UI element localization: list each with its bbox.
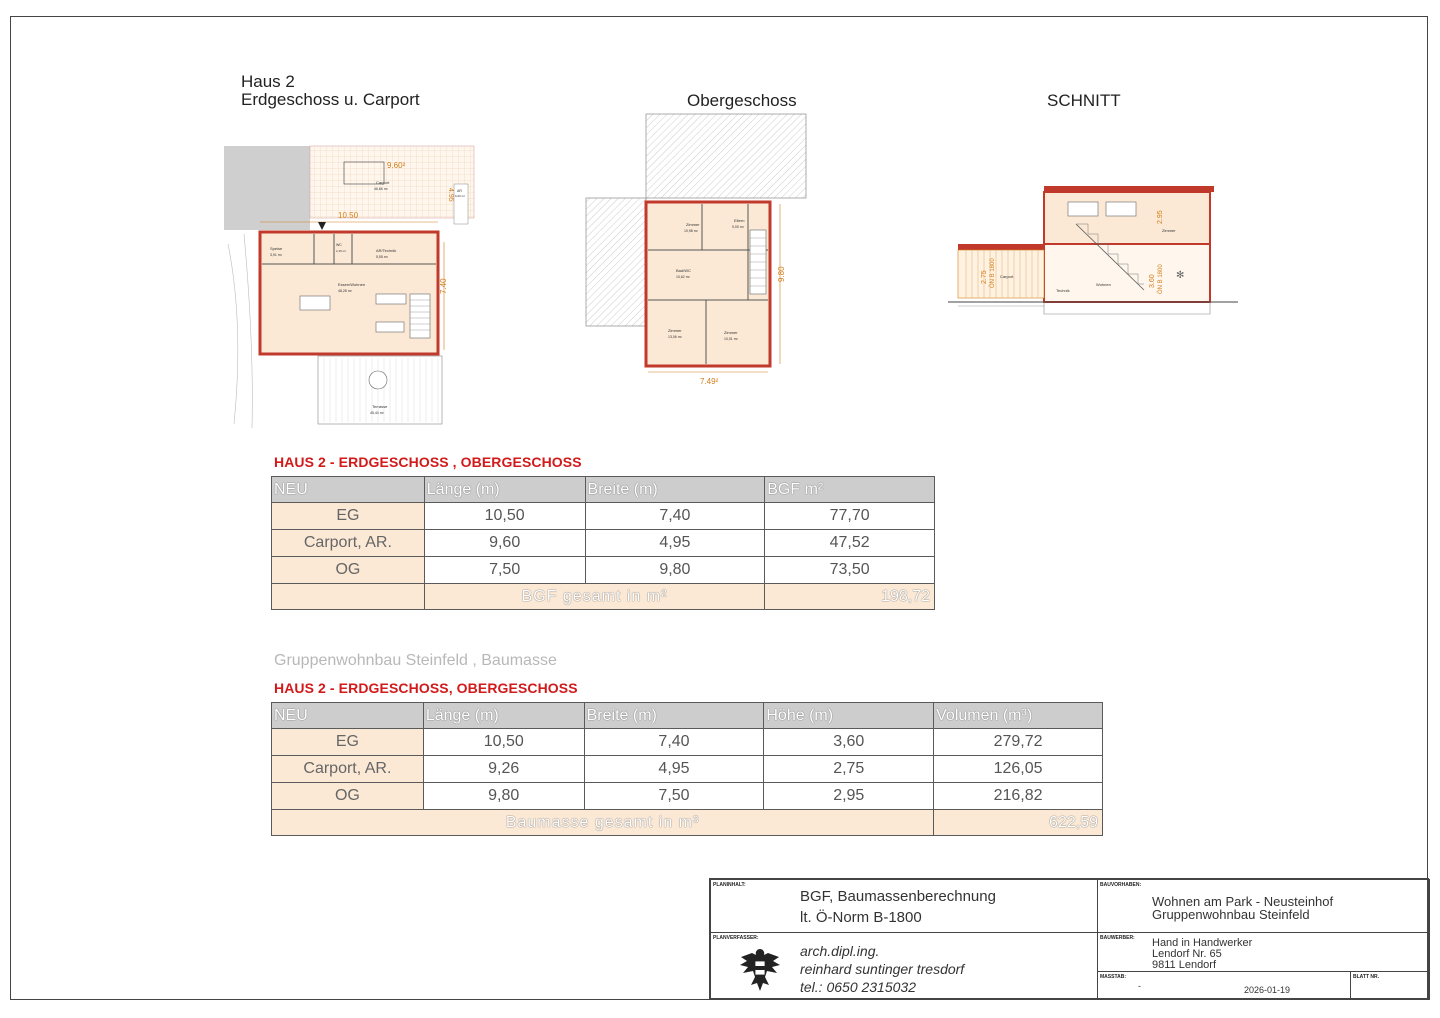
baumasse-header-neu: NEU bbox=[272, 703, 424, 729]
bauvorhaben-cell bbox=[1097, 879, 1430, 933]
section-wohnen: Wohnen bbox=[1096, 282, 1111, 287]
bgf-cell: 7,50 bbox=[424, 557, 585, 584]
section-h295: 2.95 bbox=[1157, 210, 1164, 224]
baumasse-row-eg bbox=[272, 729, 1103, 756]
zimmer1-label: Zimmer bbox=[686, 222, 700, 227]
bauwerber-line-2: Lendorf Nr. 65 bbox=[1152, 948, 1222, 960]
bad-label: Bad/WC bbox=[676, 268, 691, 273]
bgf-header-laenge: Länge (m) bbox=[424, 477, 585, 503]
carport-label: Carport bbox=[376, 180, 390, 185]
carport-depth-dim: 4.95 bbox=[447, 188, 454, 202]
planinhalt-line-2: lt. Ö-Norm B-1800 bbox=[800, 909, 922, 926]
bad-area: 10,62 m² bbox=[676, 275, 690, 279]
baumasse-cell: 2,95 bbox=[764, 783, 934, 810]
upper-floor-plan bbox=[584, 112, 809, 390]
ground-floor-title: Erdgeschoss u. Carport bbox=[241, 90, 420, 109]
bgf-total-spacer bbox=[272, 584, 425, 610]
house-width-dim: 10.50 bbox=[338, 211, 359, 220]
terrasse-area: 45,44 m² bbox=[370, 411, 384, 415]
bgf-row-label: Carport, AR. bbox=[272, 530, 425, 557]
section-zimmer: Zimmer bbox=[1162, 228, 1176, 233]
carport-area-label: 46,66 m² bbox=[374, 187, 388, 191]
bgf-cell: 9,80 bbox=[585, 557, 765, 584]
bauvorhaben-line-2: Gruppenwohnbau Steinfeld bbox=[1152, 907, 1310, 922]
zimmer2-label: Zimmer bbox=[668, 328, 682, 333]
bgf-cell: 77,70 bbox=[765, 503, 935, 530]
eltern-label: Eltern bbox=[734, 218, 745, 223]
baumasse-cell: 216,82 bbox=[934, 783, 1103, 810]
baumasse-total-label: Baumasse gesamt in m³ bbox=[272, 810, 934, 836]
house-title: Haus 2 bbox=[241, 72, 295, 91]
baumasse-header-row bbox=[272, 703, 1103, 729]
baumasse-cell: 9,80 bbox=[423, 783, 584, 810]
massstab-value: - bbox=[1138, 981, 1141, 991]
bauwerber-line-1: Hand in Handwerker bbox=[1152, 937, 1253, 949]
ar2-label: AR bbox=[457, 189, 462, 193]
planinhalt-label: PLANINHALT: bbox=[713, 882, 746, 888]
bgf-row-label: EG bbox=[272, 503, 425, 530]
planverfasser-line-2: reinhard suntinger tresdorf bbox=[800, 961, 965, 977]
baumasse-table bbox=[271, 702, 1103, 836]
bgf-cell: 47,52 bbox=[765, 530, 935, 557]
ar-area: 5,55 m² bbox=[376, 255, 388, 259]
bgf-row-carport bbox=[272, 530, 935, 557]
wc-area: 2,15 m² bbox=[336, 249, 347, 253]
baumasse-header-breite: Breite (m) bbox=[584, 703, 764, 729]
section-h275: 2.75 bbox=[981, 270, 988, 284]
bgf-table bbox=[271, 476, 935, 610]
terrasse-label: Terrasse bbox=[372, 404, 388, 409]
austrian-eagle-icon bbox=[737, 945, 783, 993]
section-drawing bbox=[948, 184, 1238, 316]
wohnen-area: 48,28 m² bbox=[338, 289, 352, 293]
wc-label: WC bbox=[336, 243, 342, 247]
bgf-total-value: 198,72 bbox=[765, 584, 935, 610]
baumasse-cell: 126,05 bbox=[934, 756, 1103, 783]
speise-label: Speise bbox=[270, 246, 283, 251]
plan-date: 2026-01-19 bbox=[1244, 985, 1291, 995]
zimmer3-area: 10,01 m² bbox=[724, 337, 738, 341]
bgf-row-eg bbox=[272, 503, 935, 530]
baumasse-cell: 7,50 bbox=[584, 783, 764, 810]
bauvorhaben-label: BAUVORHABEN: bbox=[1100, 882, 1142, 888]
planverfasser-line-3: tel.: 0650 2315032 bbox=[800, 979, 916, 995]
upper-storey-section bbox=[1044, 192, 1210, 244]
sofa-2 bbox=[376, 322, 404, 332]
bgf-header-neu: NEU bbox=[272, 477, 425, 503]
planinhalt-line-1: BGF, Baumassenberechnung bbox=[800, 888, 996, 905]
section-title: SCHNITT bbox=[1047, 91, 1121, 110]
roof-carport-hatch bbox=[646, 114, 806, 198]
baumasse-table-title: HAUS 2 - ERDGESCHOSS, OBERGESCHOSS bbox=[274, 680, 578, 696]
bauwerber-cell bbox=[1097, 932, 1430, 972]
planinhalt-cell bbox=[710, 879, 1098, 933]
carport-area bbox=[310, 146, 474, 218]
baumasse-cell: 4,95 bbox=[584, 756, 764, 783]
baumasse-header-hoehe: Höhe (m) bbox=[764, 703, 934, 729]
bgf-row-og bbox=[272, 557, 935, 584]
baumasse-total-value: 622,59 bbox=[934, 810, 1103, 836]
baumasse-cell: 7,40 bbox=[584, 729, 764, 756]
wohnen-label: Essen/Wohnen bbox=[338, 282, 366, 287]
bgf-cell: 10,50 bbox=[424, 503, 585, 530]
svg-text:✻: ✻ bbox=[1176, 270, 1185, 281]
planverfasser-line-1: arch.dipl.ing. bbox=[800, 943, 880, 959]
neighbour-area bbox=[224, 146, 310, 230]
baumasse-header-laenge: Länge (m) bbox=[423, 703, 584, 729]
bgf-cell: 73,50 bbox=[765, 557, 935, 584]
baumasse-cell: 279,72 bbox=[934, 729, 1103, 756]
garden-left bbox=[224, 230, 260, 430]
baumasse-row-og bbox=[272, 783, 1103, 810]
massstab-label: MASSTAB: bbox=[1100, 974, 1127, 980]
bauwerber-line-3: 9811 Lendorf bbox=[1152, 959, 1217, 971]
baumasse-subtitle: Gruppenwohnbau Steinfeld , Baumasse bbox=[274, 652, 557, 669]
blatt-label: BLATT NR. bbox=[1353, 974, 1380, 980]
bgf-total-label: BGF gesamt in m² bbox=[424, 584, 764, 610]
section-carport: Carport bbox=[1000, 274, 1014, 279]
ar2-area: 6,00 m² bbox=[455, 194, 466, 198]
zimmer3-label: Zimmer bbox=[724, 330, 738, 335]
upper-width-dim: 7.49² bbox=[700, 377, 719, 386]
title-block bbox=[709, 878, 1429, 999]
carport-roof bbox=[958, 244, 1044, 250]
eltern-area: 9,00 m² bbox=[732, 225, 744, 229]
upper-floor-title: Obergeschoss bbox=[687, 91, 797, 110]
bgf-total-row bbox=[272, 584, 935, 610]
baumasse-cell: 10,50 bbox=[423, 729, 584, 756]
entrance-marker bbox=[318, 222, 326, 230]
bgf-header-bgf: BGF m² bbox=[765, 477, 935, 503]
upper-depth-dim: 9.80 bbox=[777, 266, 786, 282]
bgf-cell: 4,95 bbox=[585, 530, 765, 557]
bgf-header-row bbox=[272, 477, 935, 503]
carport-width-dim: 9.60² bbox=[387, 161, 406, 170]
sofa bbox=[376, 294, 406, 304]
staircase bbox=[410, 294, 430, 338]
baumasse-cell: 3,60 bbox=[764, 729, 934, 756]
baumasse-row-label: EG bbox=[272, 729, 424, 756]
ground-floor-plan bbox=[224, 144, 484, 432]
house-depth-dim: 7.40 bbox=[439, 278, 448, 294]
bgf-header-breite: Breite (m) bbox=[585, 477, 765, 503]
bgf-cell: 9,60 bbox=[424, 530, 585, 557]
bgf-row-label: OG bbox=[272, 557, 425, 584]
bauwerber-label: BAUWERBER: bbox=[1100, 935, 1135, 941]
roof-left-hatch bbox=[586, 198, 646, 326]
baumasse-row-label: Carport, AR. bbox=[272, 756, 424, 783]
bgf-cell: 7,40 bbox=[585, 503, 765, 530]
baumasse-row-carport bbox=[272, 756, 1103, 783]
speise-area: 3,91 m² bbox=[270, 253, 282, 257]
section-technik: Technik bbox=[1056, 288, 1070, 293]
bauvorhaben-line-1: Wohnen am Park - Neusteinhof bbox=[1152, 894, 1334, 909]
blatt-cell bbox=[1350, 971, 1430, 1000]
baumasse-cell: 2,75 bbox=[764, 756, 934, 783]
baumasse-header-volumen: Volumen (m³) bbox=[934, 703, 1103, 729]
baumasse-row-label: OG bbox=[272, 783, 424, 810]
baumasse-total-row bbox=[272, 810, 1103, 836]
ar-label: AR/Technik bbox=[376, 248, 397, 253]
massstab-cell bbox=[1097, 971, 1351, 1000]
section-onb-1: ÖN B 1800 bbox=[990, 258, 996, 288]
terrace-table bbox=[369, 371, 387, 389]
zimmer1-area: 10,98 m² bbox=[684, 229, 698, 233]
zimmer2-area: 13,06 m² bbox=[668, 335, 682, 339]
baumasse-cell: 9,26 bbox=[423, 756, 584, 783]
section-onb-2: ÖN B 1800 bbox=[1158, 264, 1164, 294]
bgf-table-title: HAUS 2 - ERDGESCHOSS , OBERGESCHOSS bbox=[274, 454, 582, 470]
planverfasser-label: PLANVERFASSER: bbox=[713, 935, 759, 941]
section-h360: 3.60 bbox=[1149, 274, 1156, 288]
dining-table bbox=[300, 296, 330, 310]
planverfasser-cell bbox=[710, 932, 1098, 1000]
